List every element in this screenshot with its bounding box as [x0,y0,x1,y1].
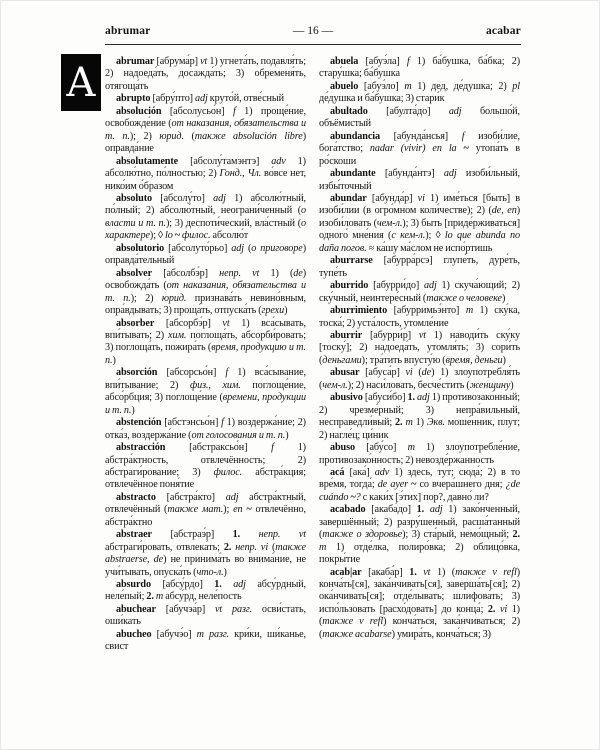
headword: abultado [330,105,368,117]
dictionary-entry: abundar [абунда́р] vi 1) име́ться [быть] в изоби́лии (в огро́мном коли́честве); 2) (de, en) изоби́ловать (чем-л.); 3) быть [приде́рживаться] одного́ мне́ния (с кем-л.); ◊ lo que abunda no daña погов. ≈ ка́шу ма́слом не испо́ртишь [319,192,521,254]
dictionary-entry: abuela [абуэ́ла] f 1) ба́бушка, ба́бка; 2) стару́шка; ба́бушка [319,56,520,80]
dictionary-entry: absolutorio [абсолуто́рьо] adj (о приговоре) оправда́тельный [105,242,306,267]
headword: abundar [330,192,367,204]
dictionary-entry: abstracción [абстраксьо́н] f 1) абстра́ктность, отвлечённость; 2) абстраги́рование; 3) филос. абстра́кция; отвлечённое поня́тие [105,442,306,491]
guideword-left: abrumar [105,25,151,37]
headword: abstención [116,417,162,429]
headword: aburrido [330,280,369,292]
text-columns [105,56,521,654]
headword: absolución [116,105,162,117]
headword: abstracto [116,491,156,503]
dictionary-entry: abundante [абунда́нтэ] adj изоби́льный, избы́точный [319,168,520,192]
headword: abundante [330,168,376,180]
dictionary-entry: aburrimiento [абурримьэ́нто] m 1) ску́ка, тоска́; 2) уста́лость, утомле́ние [319,305,520,329]
dictionary-entry: absurdo [абсу́рдо] 1. adj абсу́рдный, неле́пый; 2. m абсу́рд, неле́пость [105,579,306,603]
dictionary-entry: aburrido [абурри́до] adj 1) скуча́ющий; 2) ску́чный, неинтере́сный (также о человеке) [319,280,520,304]
dictionary-entry: absorber [абсорбэ́р] vt 1) вса́сывать, впи́тывать; 2) хим. поглоща́ть, абсорби́ровать; 3) поглоща́ть, пожира́ть (время, продукцию и т. п.) [105,317,306,366]
page-header [105,25,521,37]
dictionary-entry: abusivo [абуси́бо] 1. adj 1) противозако́нный; 2) чрезме́рный; 3) непра́вильный, несправедли́вый; 2. m 1) Экв. моше́нник, плут; 2) нагле́ц; ци́ник [319,392,520,441]
dictionary-entry: absolución [абсолусьо́н] f 1) проще́ние, освобожде́ние (от наказания, обязательства и т. п.); 2) юрид. (также absolución libre) оправда́ние [105,105,307,155]
dictionary-entry: abrupto [абру́пто] adj круто́й, отве́сный [116,93,284,105]
dictionary-entry: abuso [абу́со] m 1) злоупотребле́ние, противозако́нность; 2) невозде́ржанность [319,442,520,466]
headword: abucheo [116,628,152,640]
headword: aburrir [330,329,363,341]
headword: abuelo [330,80,359,92]
dictionary-entry: absorción [абсорсьо́н] f 1) вса́сывание, впи́тывание; 2) физ., хим. поглоще́ние, абсо́рбция; 3) поглоще́ние (времени, продукции и т. п.) [105,367,306,416]
letter-tab-label: A [66,59,96,106]
column-right [319,56,520,654]
headword: abuso [330,442,355,454]
headword: absurdo [116,579,151,591]
dictionary-entry: abrumar [абрума́р] vt 1) угнета́ть, подавля́ть; 2) надоеда́ть, досажда́ть; 3) обременя́ть, отягоща́ть [105,56,306,92]
guideword-right: acabar [485,25,521,37]
headword: acab|ar [330,566,362,578]
headword: absorción [116,367,158,379]
dictionary-entry: absolutamente [абсолу́тамэнтэ] adv 1) абсолю́тно, по́лностью; 2) Гонд., Чл. во́все нет, нико́им о́бразом [105,155,306,192]
headword: absoluto [116,192,153,204]
dictionary-entry: abstraer [абстраэ́р] 1. непр. vt абстраги́ровать, отвлека́ть; 2. непр. vi (также abstraerse, de) не принима́ть во внима́ние, не учи́тывать, опуска́ть (что-л.) [105,529,306,578]
headword: acá [330,466,345,478]
headword: acabado [330,504,366,516]
dictionary-entry: abundancia [абунда́нсья] f изоби́лие, бога́тство; nadar (vivir) en la ~ утопа́ть в ро́скоши [319,130,520,167]
dictionary-entry: aburrarse [абурра́рсэ] глупе́ть, дуре́ть, тупе́ть [319,255,520,279]
headword: abusivo [330,392,363,404]
dictionary-entry: abultado [абулта́до] adj большо́й, объёмистый [319,105,520,130]
headword: abstraer [116,529,152,541]
headword: aburrimiento [330,305,388,317]
headword: abuela [330,56,359,67]
page-number: — 16 — [292,25,334,37]
headword: abrumar [116,56,155,67]
dictionary-entry: abstención [абстэнсьо́н] f 1) воздержа́ние; 2) отка́з, воздержа́ние (от голосования и т. п.) [105,417,306,441]
dictionary-entry: absoluto [абсолу́то] adj 1) абсолю́тный, по́лный; 2) абсолю́тный, неограни́ченный (о власти и т. п.); 3) деспоти́ческий, вла́стный (о характере); ◊ lo ~ филос. абсолю́т [105,192,306,242]
headword: abuchear [116,603,156,615]
dictionary-entry: acab|ar [акаба́р] 1. vt 1) (также v refl) конча́ть[ся], зака́нчивать[ся], заверша́ть[ся]; 2) ока́нчивать[ся]; отде́лывать; шлифова́ть; 3) испо́льзовать [расхо́довать] до конца́; 2. vi 1) (также v refl) конча́ться, зака́нчиваться; 2) (также acabarse) умира́ть, конча́ться; 3) [319,566,520,640]
dictionary-entry: abuelo [абуэ́ло] m 1) дед, де́душка; 2) pl де́душка и ба́бушка; 3) стари́к [319,80,520,105]
dictionary-entry: abucheo [абучэ́о] m разг. кри́ки, ши́канье, свист [105,628,306,653]
headword: absolver [116,267,152,279]
dictionary-entry: aburrir [абурри́р] vt 1) наводи́ть ску́ку [тоску́]; 2) надоеда́ть, утомля́ть; 3) сори́ть (деньгами); тра́тить впусту́ю (время, деньги) [319,329,520,366]
dictionary-entry: acabado [акаба́до] 1. adj 1) зако́нченный, завершённый; 2) разру́шенный, расша́танный (также о здоровье); 3) ста́рый, немо́щный; 2. m 1) отде́лка, полиро́вка; 2) облицо́вка, покры́тие [319,504,520,566]
headword: abrupto [116,93,151,105]
letter-tab [61,54,101,111]
headword: absolutamente [116,155,179,167]
headword: aburrarse [330,255,373,267]
dictionary-entry: acá [ака́] adv 1) здесь, тут; сюда́; 2) в то вре́мя, тогда́; de ayer ~ со вчера́шнего дня; ¿de cuándo ~? с каки́х [э́тих] пор?, давно́ ли? [319,466,520,503]
headword: absorber [116,317,155,329]
headword: absolutorio [116,242,165,254]
column-left [105,56,306,654]
headword: abstracción [116,442,166,454]
header-divider [105,44,521,45]
dictionary-entry: abuchear [абучэа́р] vt разг. осви́стать, оши́кать [105,603,306,628]
headword: abundancia [330,130,380,142]
dictionary-entry: abusar [абуса́р] vi (de) 1) злоупотребля́ть (чем-л.); 2) наси́ловать, бесче́стить (женщину) [319,367,520,391]
headword: abusar [330,367,360,379]
dictionary-entry: absolver [абсолбэ́р] непр. vt 1) (de) освобожда́ть (от наказания, обязательства и т. п.); 2) юрид. признава́ть невино́вным, опра́вдывать; 3) проща́ть, отпуска́ть (грехи) [105,267,307,317]
dictionary-entry: abstracto [абстра́кто] adj абстра́ктный, отвлечённый (также мат.); en ~ отвлечённо, абстра́ктно [105,491,306,528]
